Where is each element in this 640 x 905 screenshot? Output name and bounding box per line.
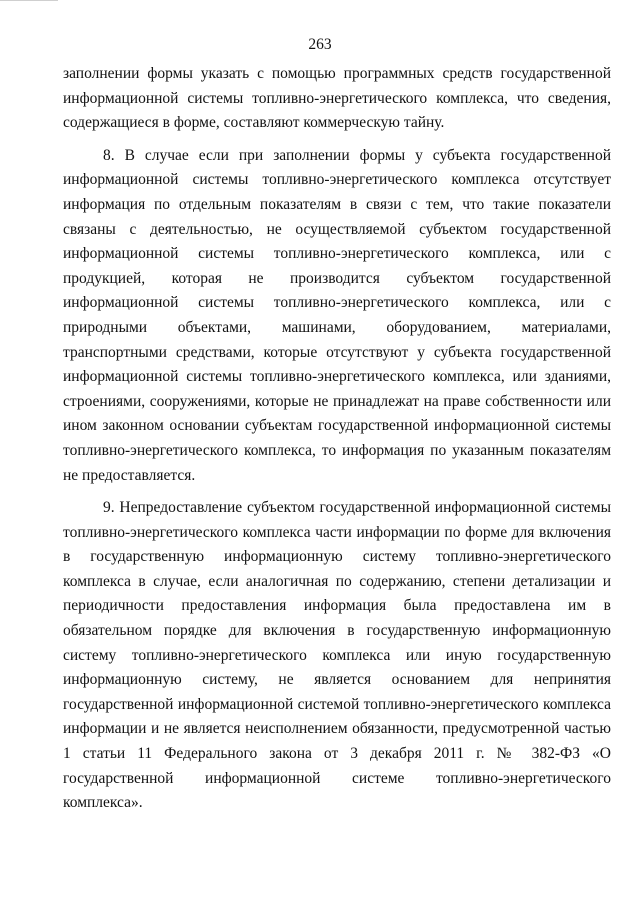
paragraph-item-9: 9. Непредоставление субъектом государственной информационной системы топливно-энергетического комплекса части информации по форме для включения в государственную информационную систему топливно-энергетического комплекса в случае, если аналогичная по содержанию, степени детализации и периодичности предоставления информация была предоставлена им в обязательном порядке для включения в государственную информационную систему топливно-энергетического комплекса или иную государственную информационную систему, не является основанием для непринятия государственной информационной системой топливно-энергетического комплекса информации и не является неисполнением обязанности, предусмотренной частью 1 статьи 11 Федерального закона от 3 декабря 2011 г. № 382-ФЗ «О государственной информационной системе топливно-энергетического комплекса». bbox=[63, 499, 611, 812]
scan-edge-mark bbox=[0, 0, 58, 1]
page-number: 263 bbox=[308, 36, 332, 53]
paragraph-continuation: заполнении формы указать с помощью программных средств государственной информационной системы топливно-энергетического комплекса, что сведения, содержащиеся в форме, составляют коммерческую тайну. bbox=[63, 65, 611, 132]
document-body bbox=[63, 62, 611, 824]
paragraph-item-8: 8. В случае если при заполнении формы у субъекта государственной информационной системы топливно-энергетического комплекса отсутствует информация по отдельным показателям в связи с тем, что такие показатели связаны с деятельностью, не осуществляемой субъектом государственной информационной системы топливно-энергетического комплекса, или с продукцией, которая не производится субъектом государственной информационной системы топливно-энергетического комплекса, или с природными объектами, машинами, оборудованием, материалами, транспортными средствами, которые отсутствуют у субъекта государственной информационной системы топливно-энергетического комплекса, или зданиями, строениями, сооружениями, которые не принадлежат на праве собственности или ином законном основании субъектам государственной информационной системы топливно-энергетического комплекса, то информация по указанным показателям не предоставляется. bbox=[63, 146, 611, 484]
